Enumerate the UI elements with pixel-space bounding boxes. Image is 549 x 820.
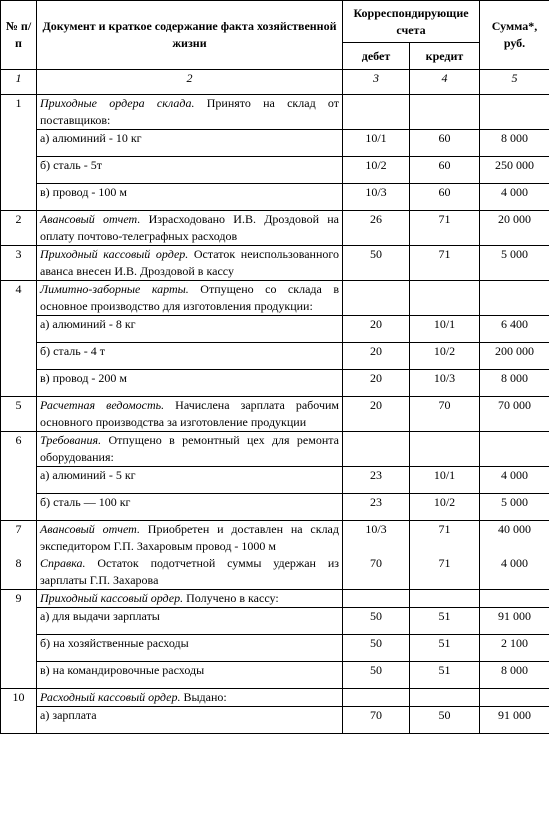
- item-text: а) алюминий - 10 кг: [37, 130, 343, 157]
- amount: 8 000: [480, 130, 549, 157]
- debit-account: 70: [343, 555, 410, 590]
- debit-account: [343, 590, 410, 608]
- table-subrow: [1, 467, 549, 494]
- operation-text: Остаток неиспользованного аванса внесен И.В. Дроздовой в кассу: [40, 247, 339, 278]
- header-credit: кредит: [410, 43, 480, 70]
- index-cell: 5: [480, 70, 549, 95]
- table-subrow: [1, 184, 549, 211]
- operation-text: Принято на склад от поставщиков:: [40, 96, 339, 127]
- document-name: Расходный кассовый ордер.: [40, 690, 181, 704]
- item-text: а) зарплата: [37, 707, 343, 734]
- credit-account: 50: [410, 707, 480, 734]
- index-cell: 1: [1, 70, 37, 95]
- operation-description: [37, 521, 343, 556]
- operation-description: [37, 246, 343, 281]
- document-name: Расчетная ведомость.: [40, 398, 165, 412]
- amount: 5 000: [480, 246, 549, 281]
- debit-account: 20: [343, 343, 410, 370]
- document-name: Приходный кассовый ордер.: [40, 247, 189, 261]
- header-sum: Сумма*, руб.: [480, 1, 549, 70]
- credit-account: 51: [410, 635, 480, 662]
- debit-account: 23: [343, 494, 410, 521]
- document-name: Требования.: [40, 433, 102, 447]
- operation-text: Приобретен и доставлен на склад экспедитором Г.П. Захаровым провод - 1000 м: [40, 522, 339, 553]
- table-row: [1, 95, 549, 130]
- credit-account: 10/1: [410, 467, 480, 494]
- item-text: в) провод - 100 м: [37, 184, 343, 211]
- row-number: 8: [1, 555, 37, 590]
- table-row: [1, 555, 549, 590]
- amount: 4 000: [480, 184, 549, 211]
- item-text: б) на хозяйственные расходы: [37, 635, 343, 662]
- amount: [480, 590, 549, 608]
- amount: 6 400: [480, 316, 549, 343]
- credit-account: 70: [410, 397, 480, 432]
- document-name: Справка.: [40, 556, 86, 570]
- credit-account: 10/2: [410, 343, 480, 370]
- document-name: Приходный кассовый ордер.: [40, 591, 184, 605]
- amount: [480, 281, 549, 316]
- table-subrow: [1, 157, 549, 184]
- table-subrow: [1, 635, 549, 662]
- debit-account: 50: [343, 246, 410, 281]
- table-subrow: [1, 130, 549, 157]
- amount: 40 000: [480, 521, 549, 556]
- debit-account: 10/1: [343, 130, 410, 157]
- credit-account: 51: [410, 662, 480, 689]
- item-text: а) алюминий - 5 кг: [37, 467, 343, 494]
- item-text: в) на командировочные расходы: [37, 662, 343, 689]
- debit-account: 20: [343, 397, 410, 432]
- table-subrow: [1, 494, 549, 521]
- debit-account: 50: [343, 662, 410, 689]
- table-subrow: [1, 370, 549, 397]
- table-row: [1, 590, 549, 608]
- table-row: [1, 397, 549, 432]
- item-text: в) провод - 200 м: [37, 370, 343, 397]
- credit-account: 71: [410, 211, 480, 246]
- operation-text: Остаток подотчетной суммы удержан из зарплаты Г.П. Захарова: [40, 556, 339, 587]
- operation-description: [37, 689, 343, 707]
- item-text: а) алюминий - 8 кг: [37, 316, 343, 343]
- index-cell: 2: [37, 70, 343, 95]
- credit-account: 51: [410, 608, 480, 635]
- credit-account: 10/3: [410, 370, 480, 397]
- row-number: 4: [1, 281, 37, 397]
- debit-account: 26: [343, 211, 410, 246]
- amount: 70 000: [480, 397, 549, 432]
- amount: 2 100: [480, 635, 549, 662]
- debit-account: 50: [343, 608, 410, 635]
- amount: 200 000: [480, 343, 549, 370]
- table-row: [1, 246, 549, 281]
- row-number: 6: [1, 432, 37, 521]
- debit-account: [343, 432, 410, 467]
- credit-account: 10/2: [410, 494, 480, 521]
- operation-description: [37, 397, 343, 432]
- header-accounts: Корреспондирующие счета: [343, 1, 480, 43]
- debit-account: [343, 689, 410, 707]
- header-num: № п/п: [1, 1, 37, 70]
- debit-account: 23: [343, 467, 410, 494]
- credit-account: 71: [410, 555, 480, 590]
- item-text: б) сталь - 5т: [37, 157, 343, 184]
- operation-description: [37, 432, 343, 467]
- amount: 91 000: [480, 707, 549, 734]
- credit-account: [410, 689, 480, 707]
- index-cell: 3: [343, 70, 410, 95]
- operation-text: Отпущено со склада в основное производство для изготовления продукции:: [40, 282, 339, 313]
- debit-account: 50: [343, 635, 410, 662]
- index-row: [1, 70, 549, 95]
- debit-account: 20: [343, 316, 410, 343]
- table-subrow: [1, 343, 549, 370]
- credit-account: [410, 432, 480, 467]
- item-text: б) сталь - 4 т: [37, 343, 343, 370]
- operation-text: Получено в кассу:: [183, 591, 279, 605]
- table-row: [1, 432, 549, 467]
- operation-description: [37, 555, 343, 590]
- table-subrow: [1, 707, 549, 734]
- operation-description: [37, 211, 343, 246]
- table-row: [1, 281, 549, 316]
- amount: 8 000: [480, 370, 549, 397]
- credit-account: [410, 95, 480, 130]
- credit-account: [410, 590, 480, 608]
- table-row: [1, 211, 549, 246]
- item-text: а) для выдачи зарплаты: [37, 608, 343, 635]
- operation-description: [37, 281, 343, 316]
- amount: 4 000: [480, 555, 549, 590]
- operation-description: [37, 590, 343, 608]
- credit-account: 60: [410, 157, 480, 184]
- document-name: Приходные ордера склада.: [40, 96, 195, 110]
- amount: 5 000: [480, 494, 549, 521]
- credit-account: [410, 281, 480, 316]
- row-number: 10: [1, 689, 37, 734]
- debit-account: [343, 281, 410, 316]
- amount: 20 000: [480, 211, 549, 246]
- operation-text: Израсходовано И.В. Дроздовой на оплату почтово-телеграфных расходов: [40, 212, 339, 243]
- credit-account: 60: [410, 130, 480, 157]
- amount: 8 000: [480, 662, 549, 689]
- table-row: [1, 689, 549, 707]
- table-row: [1, 521, 549, 556]
- row-number: 9: [1, 590, 37, 689]
- header-debit: дебет: [343, 43, 410, 70]
- amount: [480, 689, 549, 707]
- table-subrow: [1, 316, 549, 343]
- header-doc: Документ и краткое содержание факта хозяйственной жизни: [37, 1, 343, 70]
- debit-account: 10/2: [343, 157, 410, 184]
- index-cell: 4: [410, 70, 480, 95]
- operation-text: Начислена зарплата рабочим основного производства за изготовление продукции: [40, 398, 339, 429]
- credit-account: 71: [410, 521, 480, 556]
- amount: 91 000: [480, 608, 549, 635]
- amount: [480, 95, 549, 130]
- document-name: Авансовый отчет.: [40, 212, 141, 226]
- operation-text: Отпущено в ремонтный цех для ремонта оборудования:: [40, 433, 339, 464]
- amount: [480, 432, 549, 467]
- debit-account: 10/3: [343, 184, 410, 211]
- row-number: 3: [1, 246, 37, 281]
- debit-account: 20: [343, 370, 410, 397]
- debit-account: [343, 95, 410, 130]
- row-number: 1: [1, 95, 37, 211]
- amount: 4 000: [480, 467, 549, 494]
- row-number: 2: [1, 211, 37, 246]
- amount: 250 000: [480, 157, 549, 184]
- credit-account: 60: [410, 184, 480, 211]
- row-number: 7: [1, 521, 37, 556]
- debit-account: 70: [343, 707, 410, 734]
- row-number: 5: [1, 397, 37, 432]
- item-text: б) сталь — 100 кг: [37, 494, 343, 521]
- credit-account: 71: [410, 246, 480, 281]
- document-name: Лимитно-заборные карты.: [40, 282, 189, 296]
- table-subrow: [1, 608, 549, 635]
- credit-account: 10/1: [410, 316, 480, 343]
- debit-account: 10/3: [343, 521, 410, 556]
- ledger-body: [1, 95, 549, 734]
- operation-text: Выдано:: [180, 690, 227, 704]
- operation-description: [37, 95, 343, 130]
- table-subrow: [1, 662, 549, 689]
- document-name: Авансовый отчет.: [40, 522, 140, 536]
